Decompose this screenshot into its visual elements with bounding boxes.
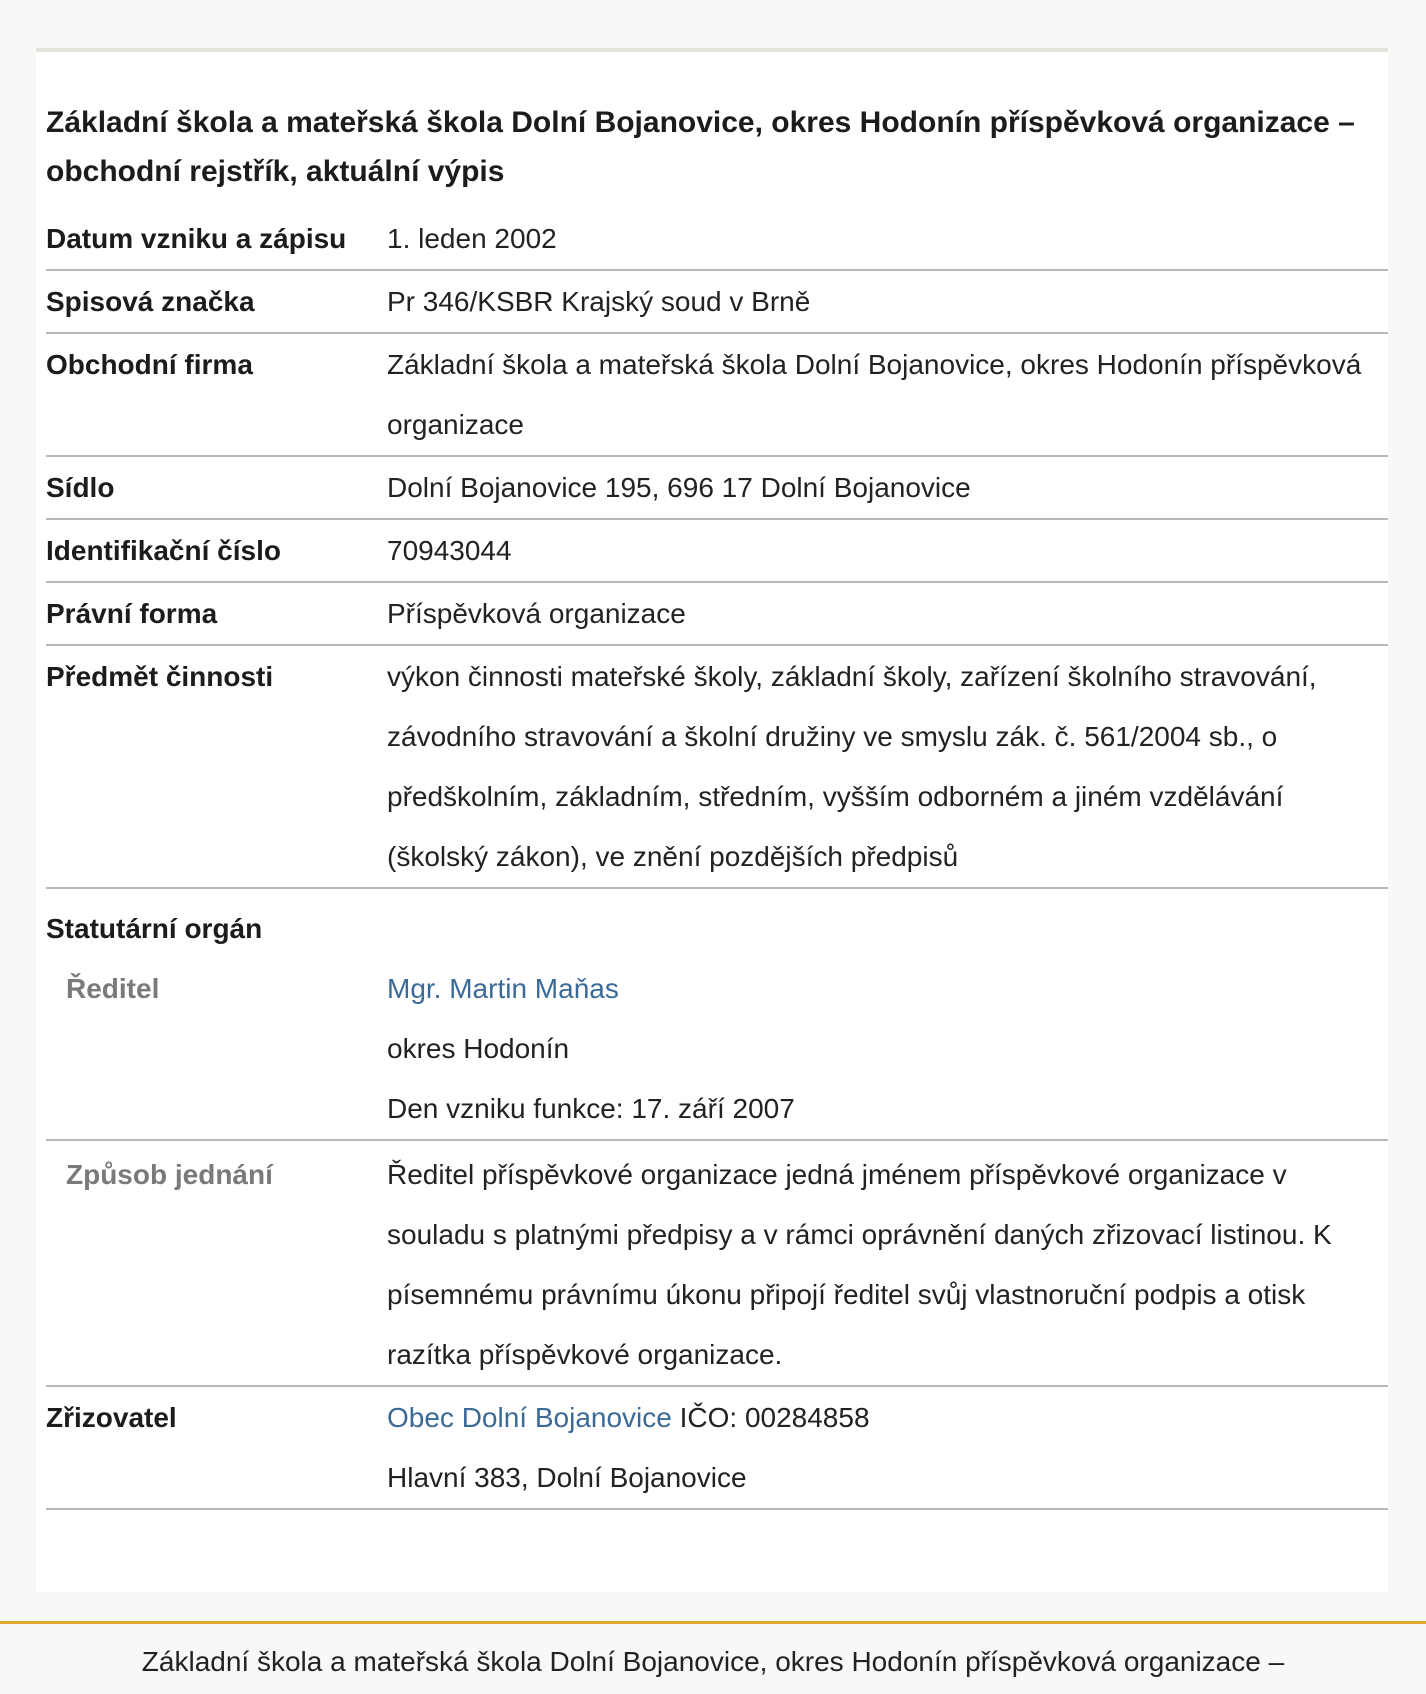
table-row <box>46 333 1388 456</box>
row-value: Pr 346/KSBR Krajský soud v Brně <box>387 270 1388 333</box>
row-value: 1. leden 2002 <box>387 208 1388 270</box>
table-row <box>46 645 1388 888</box>
director-label: Ředitel <box>46 959 387 1140</box>
table-row <box>46 582 1388 645</box>
footer-text: Základní škola a mateřská škola Dolní Bojanovice, okres Hodonín příspěvková organizace – <box>141 1646 1285 1677</box>
founder-label: Zřizovatel <box>46 1386 387 1509</box>
row-label: Obchodní firma <box>46 333 387 456</box>
founder-name-link[interactable]: Obec Dolní Bojanovice <box>387 1402 672 1433</box>
conduct-row <box>46 1140 1388 1386</box>
director-district: okres Hodonín <box>387 1033 570 1064</box>
director-details <box>387 959 1388 1140</box>
table-row <box>46 270 1388 333</box>
row-value: Příspěvková organizace <box>387 582 1388 645</box>
footer-divider <box>0 1621 1426 1624</box>
table-row <box>46 208 1388 270</box>
row-value: Dolní Bojanovice 195, 696 17 Dolní Bojanovice <box>387 456 1388 519</box>
founder-details <box>387 1386 1388 1509</box>
registry-card <box>36 48 1388 1592</box>
registry-table <box>46 208 1388 1510</box>
page-title: Základní škola a mateřská škola Dolní Bojanovice, okres Hodonín příspěvková organizace – obchodní rejstřík, aktuální výpis <box>46 106 1355 188</box>
row-value: výkon činnosti mateřské školy, základní školy, zařízení školního stravování, závodního stravování a školní družiny ve smyslu zák. č. 561/2004 sb., o předškolním, základním, středním, vyšším odborném a jiném vzdělávání (školský zákon), ve znění pozdějších předpisů <box>387 645 1388 888</box>
row-label: Spisová značka <box>46 270 387 333</box>
row-label: Datum vzniku a zápisu <box>46 208 387 270</box>
row-label: Předmět činnosti <box>46 645 387 888</box>
row-value: Základní škola a mateřská škola Dolní Bojanovice, okres Hodonín příspěvková organizace <box>387 333 1388 456</box>
row-value: 70943044 <box>387 519 1388 582</box>
conduct-label: Způsob jednání <box>46 1140 387 1386</box>
statutory-heading-row <box>46 888 1388 959</box>
founder-ico: IČO: 00284858 <box>671 1402 870 1433</box>
statutory-heading: Statutární orgán <box>46 913 263 944</box>
table-row <box>46 456 1388 519</box>
founder-address: Hlavní 383, Dolní Bojanovice <box>387 1462 747 1493</box>
director-since: Den vzniku funkce: 17. září 2007 <box>387 1093 795 1124</box>
director-name-link[interactable]: Mgr. Martin Maňas <box>387 973 619 1004</box>
table-row <box>46 519 1388 582</box>
row-label: Právní forma <box>46 582 387 645</box>
founder-row <box>46 1386 1388 1509</box>
row-label: Sídlo <box>46 456 387 519</box>
conduct-text: Ředitel příspěvkové organizace jedná jménem příspěvkové organizace v souladu s platnými předpisy a v rámci oprávnění daných zřizovací listinou. K písemnému právnímu úkonu připojí ředitel svůj vlastnoruční podpis a otisk razítka příspěvkové organizace. <box>387 1140 1388 1386</box>
director-row <box>46 959 1388 1140</box>
row-label: Identifikační číslo <box>46 519 387 582</box>
